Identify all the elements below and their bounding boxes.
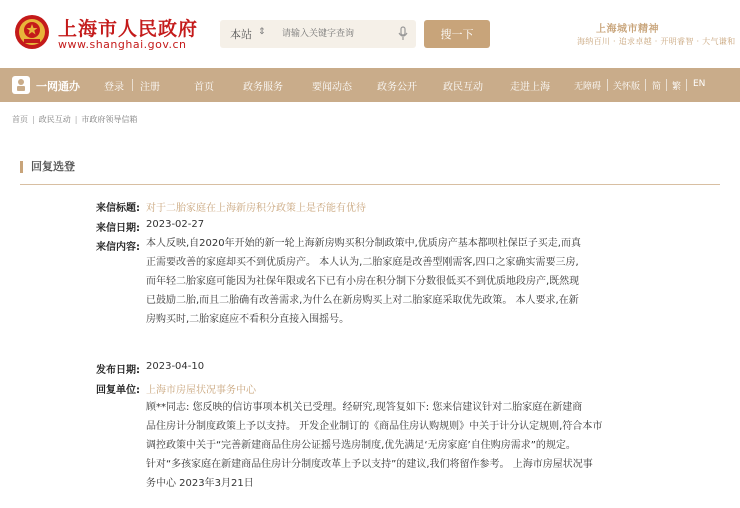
letter-content — [146, 234, 612, 329]
updown-arrow-icon[interactable]: ⇕ — [258, 27, 266, 37]
nav-item-disclosure[interactable]: 政务公开 — [377, 82, 417, 93]
nav-divider — [132, 79, 133, 91]
reply-content-line: 调控政策中关于“完善新建商品住房公证摇号选房制度,优先满足‘无房家庭’自住购房需求”的规定。 — [146, 440, 576, 451]
register-link[interactable]: 注册 — [140, 82, 160, 93]
section-title: 回复选登 — [20, 161, 75, 173]
one-net-service-icon[interactable] — [12, 76, 30, 94]
nav-divider — [686, 79, 687, 91]
microphone-icon[interactable] — [398, 26, 408, 42]
reply-date-label: 发布日期: — [96, 365, 140, 376]
english-link[interactable]: EN — [693, 79, 706, 89]
national-emblem-icon[interactable] — [14, 14, 50, 50]
section-divider — [20, 184, 720, 185]
letter-content-line: 而年轻二胎家庭可能因为社保年限或名下已有小房在积分制下分数很低买不到优质地段房产,既然现 — [146, 276, 580, 287]
reply-unit-link[interactable]: 上海市房屋状况事务中心 — [146, 385, 256, 396]
reply-content-line: 顾**同志: 您反映的信访事项本机关已受理。经研究,现答复如下: 您来信建议针对二胎家庭在新建商 — [146, 402, 583, 413]
letter-content-label: 来信内容: — [96, 242, 140, 253]
search-box — [220, 20, 416, 48]
simplified-chinese-link[interactable]: 简 — [652, 82, 662, 92]
nav-item-services[interactable]: 政务服务 — [243, 82, 283, 93]
city-spirit-title: 上海城市精神 — [596, 24, 659, 35]
site-name[interactable]: 上海市人民政府 — [58, 18, 199, 40]
breadcrumb-interaction[interactable]: 政民互动 — [38, 115, 71, 124]
nav-divider — [666, 79, 667, 91]
site-header — [0, 0, 740, 68]
letter-title-link[interactable]: 对于二胎家庭在上海新房积分政策上是否能有优待 — [146, 203, 366, 214]
reply-content — [146, 398, 612, 493]
letter-date-value: 2023-02-27 — [146, 219, 205, 230]
nav-item-news[interactable]: 要闻动态 — [312, 82, 352, 93]
traditional-chinese-link[interactable]: 繁 — [672, 82, 682, 92]
letter-title-label: 来信标题: — [96, 203, 140, 214]
nav-item-interaction[interactable]: 政民互动 — [443, 82, 483, 93]
nav-divider — [645, 79, 646, 91]
search-button[interactable]: 搜一下 — [424, 20, 490, 48]
reply-content-line: 针对“多孩家庭在新建商品住房计分制度改革上予以支持”的建议,我们将留作参考。 上海市房屋状况事 — [146, 459, 593, 470]
letter-content-line: 本人反映,自2020年开始的新一轮上海新房购买积分制政策中,优质房产基本都呗杜保臣子买走,而真 — [146, 238, 581, 249]
main-nav — [0, 68, 740, 102]
nav-divider — [607, 79, 608, 91]
breadcrumb: 首页 | 政民互动 | 市政府领导信箱 — [12, 115, 138, 124]
reply-unit-label: 回复单位: — [96, 385, 140, 396]
search-input[interactable] — [282, 25, 392, 43]
one-net-service-link[interactable]: 一网通办 — [36, 80, 80, 93]
site-url: www.shanghai.gov.cn — [58, 38, 187, 51]
care-mode-link[interactable]: 关怀版 — [613, 82, 641, 92]
accessibility-link[interactable]: 无障碍 — [574, 82, 602, 92]
nav-item-shanghai[interactable]: 走进上海 — [510, 82, 550, 93]
reply-content-line: 务中心 2023年3月21日 — [146, 478, 254, 489]
nav-item-home[interactable]: 首页 — [194, 82, 214, 93]
letter-content-line: 房购买时,二胎家庭应不看积分直接入围摇号。 — [146, 314, 350, 325]
letter-content-line: 正需要改善的家庭却买不到优质房产。 本人认为,二胎家庭是改善型刚需客,四口之家确实需要三房, — [146, 257, 579, 268]
letter-date-label: 来信日期: — [96, 223, 140, 234]
breadcrumb-home[interactable]: 首页 — [12, 115, 28, 124]
reply-date-value: 2023-04-10 — [146, 361, 205, 372]
letter-content-line: 已鼓励二胎,而且二胎确有改善需求,为什么在新房购买上对二胎家庭采取优先政策。 本人要求,在新 — [146, 295, 579, 306]
breadcrumb-mailbox[interactable]: 市政府领导信箱 — [81, 115, 138, 124]
city-spirit-text: 海纳百川 · 追求卓越 · 开明睿智 · 大气谦和 — [577, 37, 736, 46]
login-link[interactable]: 登录 — [104, 82, 124, 93]
reply-content-line: 品住房计分制度政策上予以支持。 开发企业制订的《商品住房认购规则》中关于计分认定规则,符合本市 — [146, 421, 603, 432]
search-scope-select[interactable]: 本站 — [230, 28, 252, 41]
